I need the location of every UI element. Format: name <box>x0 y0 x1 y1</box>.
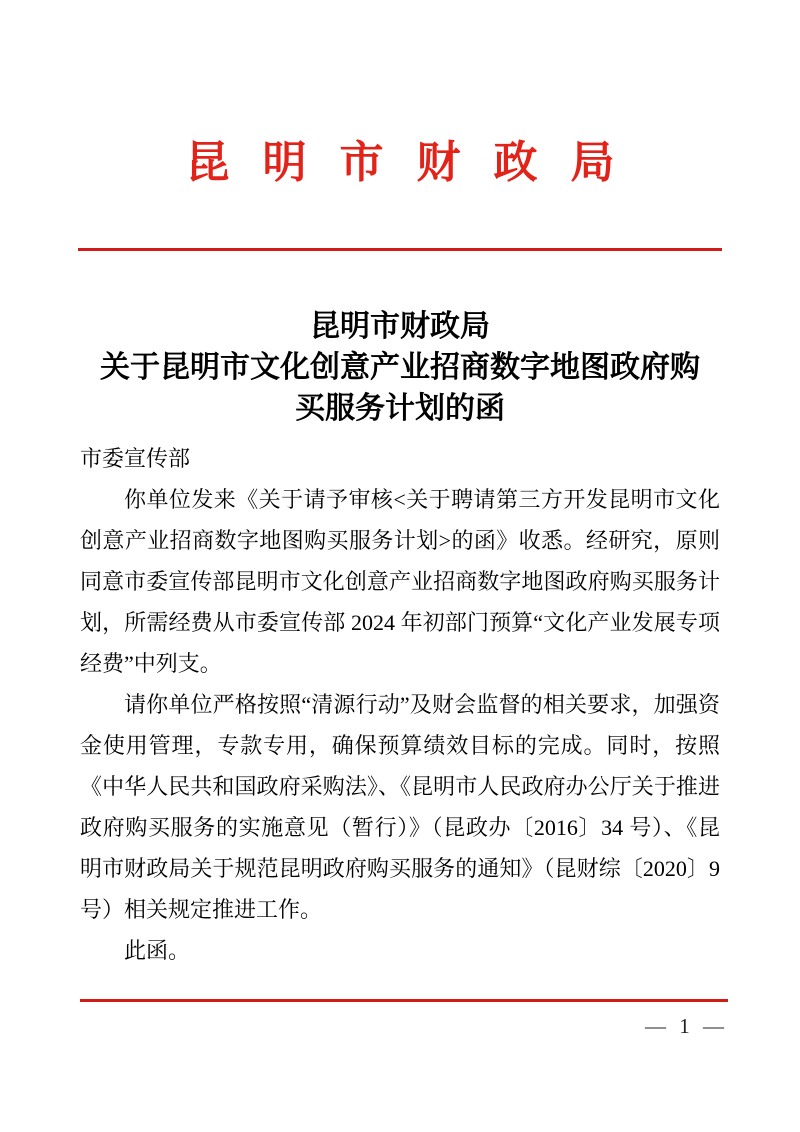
letterhead-title-text: 昆明市财政局 <box>185 138 648 187</box>
document-title <box>80 306 720 429</box>
document-title-line-2: 关于昆明市文化创意产业招商数字地图政府购 <box>100 351 700 384</box>
document-title-line-3: 买服务计划的函 <box>295 392 505 425</box>
bottom-red-rule <box>80 999 728 1002</box>
recipient-line: 市委宣传部 <box>80 446 191 471</box>
document-body <box>80 438 720 971</box>
body-paragraph-3: 此函。 <box>124 938 191 963</box>
letterhead-title <box>0 126 800 190</box>
body-paragraph-2: 请你单位严格按照“清源行动”及财会监督的相关要求，加强资金使用管理，专款专用，确保预算绩效目标的完成。同时，按照《中华人民共和国政府采购法》、《昆明市人民政府办公厅关于推进政府购买服务的实施意见（暂行）》（昆政办〔2016〕34 号）、《昆明市财政局关于规范昆明政府购买服务的通知》（昆财综〔2020〕9 号）相关规定推进工作。 <box>80 692 720 922</box>
body-paragraph-1: 你单位发来《关于请予审核<关于聘请第三方开发昆明市文化创意产业招商数字地图购买服务计划>的函》收悉。经研究，原则同意市委宣传部昆明市文化创意产业招商数字地图政府购买服务计划，所需经费从市委宣传部 2024 年初部门预算“文化产业发展专项经费”中列支。 <box>80 487 720 676</box>
document-title-line-1: 昆明市财政局 <box>310 310 490 343</box>
page-number: — 1 — <box>645 1014 728 1038</box>
top-red-rule <box>78 248 722 251</box>
